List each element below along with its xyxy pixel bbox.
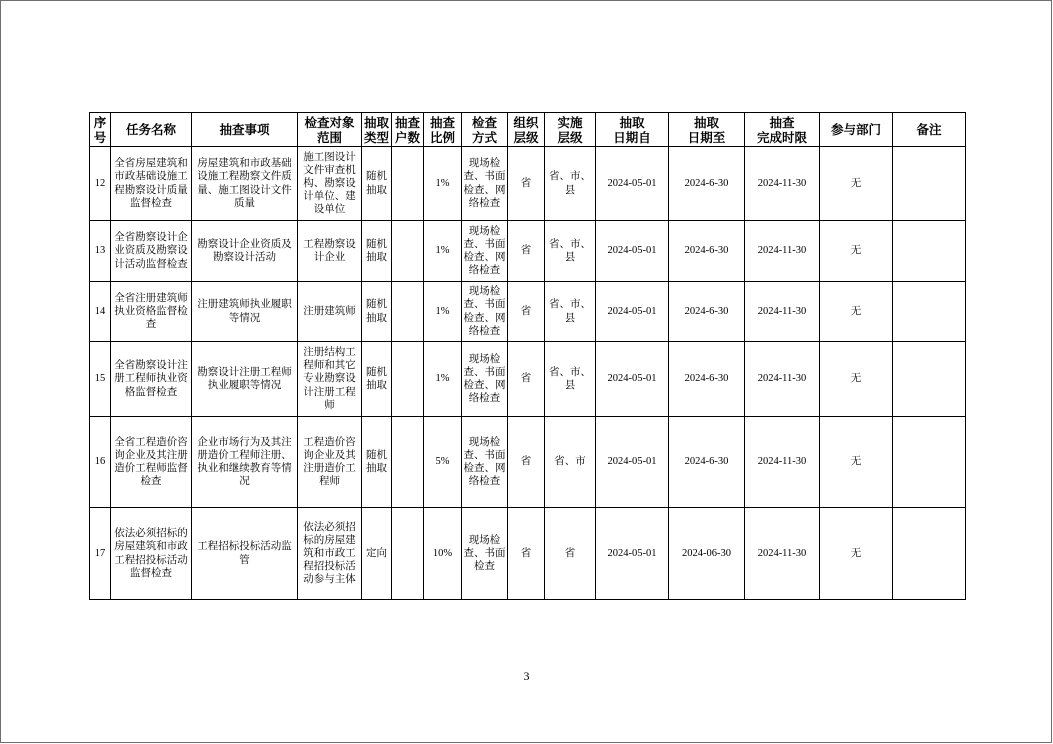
remark bbox=[893, 221, 966, 282]
date-from: 2024-05-01 bbox=[596, 282, 669, 342]
column-header: 抽查 完成时限 bbox=[745, 113, 820, 147]
column-header: 任务名称 bbox=[111, 113, 192, 147]
inspection-matter: 工程招标投标活动监管 bbox=[192, 508, 298, 600]
inspection-ratio: 1% bbox=[424, 147, 462, 221]
column-header: 抽查 比例 bbox=[424, 113, 462, 147]
implementation-level: 省、市、县 bbox=[545, 342, 596, 417]
row-number: 12 bbox=[90, 147, 111, 221]
inspection-table bbox=[89, 112, 966, 600]
column-header: 实施 层级 bbox=[545, 113, 596, 147]
date-to: 2024-6-30 bbox=[669, 221, 745, 282]
implementation-level: 省、市、县 bbox=[545, 147, 596, 221]
inspection-count bbox=[392, 508, 424, 600]
table-row bbox=[90, 221, 966, 282]
task-name: 全省勘察设计企业资质及勘察设计活动监督检查 bbox=[111, 221, 192, 282]
date-to: 2024-6-30 bbox=[669, 342, 745, 417]
date-from: 2024-05-01 bbox=[596, 417, 669, 508]
completion-deadline: 2024-11-30 bbox=[745, 282, 820, 342]
date-from: 2024-05-01 bbox=[596, 221, 669, 282]
inspection-matter: 企业市场行为及其注册造价工程师注册、执业和继续教育等情况 bbox=[192, 417, 298, 508]
organization-level: 省 bbox=[508, 417, 545, 508]
task-name: 全省注册建筑师执业资格监督检查 bbox=[111, 282, 192, 342]
date-to: 2024-06-30 bbox=[669, 508, 745, 600]
inspection-scope: 依法必须招标的房屋建筑和市政工程招投标活动参与主体 bbox=[298, 508, 362, 600]
inspection-ratio: 1% bbox=[424, 282, 462, 342]
task-name: 全省工程造价咨询企业及其注册造价工程师监督检查 bbox=[111, 417, 192, 508]
inspection-count bbox=[392, 342, 424, 417]
inspection-ratio: 1% bbox=[424, 342, 462, 417]
organization-level: 省 bbox=[508, 147, 545, 221]
selection-type: 定向 bbox=[362, 508, 392, 600]
inspection-matter: 勘察设计企业资质及勘察设计活动 bbox=[192, 221, 298, 282]
date-from: 2024-05-01 bbox=[596, 342, 669, 417]
inspection-ratio: 10% bbox=[424, 508, 462, 600]
inspection-method: 现场检查、书面检查、网络检查 bbox=[462, 417, 508, 508]
date-to: 2024-6-30 bbox=[669, 147, 745, 221]
participating-department: 无 bbox=[820, 221, 893, 282]
inspection-count bbox=[392, 221, 424, 282]
implementation-level: 省、市 bbox=[545, 417, 596, 508]
date-from: 2024-05-01 bbox=[596, 147, 669, 221]
inspection-method: 现场检查、书面检查 bbox=[462, 508, 508, 600]
inspection-scope: 注册结构工程师和其它专业勘察设计注册工程师 bbox=[298, 342, 362, 417]
organization-level: 省 bbox=[508, 221, 545, 282]
inspection-scope: 注册建筑师 bbox=[298, 282, 362, 342]
inspection-method: 现场检查、书面检查、网络检查 bbox=[462, 342, 508, 417]
inspection-ratio: 5% bbox=[424, 417, 462, 508]
inspection-ratio: 1% bbox=[424, 221, 462, 282]
participating-department: 无 bbox=[820, 508, 893, 600]
table-row bbox=[90, 282, 966, 342]
selection-type: 随机抽取 bbox=[362, 221, 392, 282]
inspection-matter: 注册建筑师执业履职等情况 bbox=[192, 282, 298, 342]
inspection-scope: 工程造价咨询企业及其注册造价工程师 bbox=[298, 417, 362, 508]
row-number: 16 bbox=[90, 417, 111, 508]
column-header: 组织 层级 bbox=[508, 113, 545, 147]
column-header: 检查对象 范围 bbox=[298, 113, 362, 147]
participating-department: 无 bbox=[820, 282, 893, 342]
remark bbox=[893, 147, 966, 221]
table-header-row bbox=[90, 113, 966, 147]
task-name: 全省勘察设计注册工程师执业资格监督检查 bbox=[111, 342, 192, 417]
inspection-scope: 施工图设计文件审查机构、勘察设计单位、建设单位 bbox=[298, 147, 362, 221]
inspection-method: 现场检查、书面检查、网络检查 bbox=[462, 147, 508, 221]
participating-department: 无 bbox=[820, 147, 893, 221]
column-header: 检查 方式 bbox=[462, 113, 508, 147]
inspection-scope: 工程勘察设计企业 bbox=[298, 221, 362, 282]
selection-type: 随机抽取 bbox=[362, 147, 392, 221]
completion-deadline: 2024-11-30 bbox=[745, 508, 820, 600]
implementation-level: 省、市、县 bbox=[545, 282, 596, 342]
completion-deadline: 2024-11-30 bbox=[745, 342, 820, 417]
page-number: 3 bbox=[523, 669, 530, 683]
selection-type: 随机抽取 bbox=[362, 342, 392, 417]
table-row bbox=[90, 417, 966, 508]
completion-deadline: 2024-11-30 bbox=[745, 147, 820, 221]
organization-level: 省 bbox=[508, 342, 545, 417]
selection-type: 随机抽取 bbox=[362, 282, 392, 342]
remark bbox=[893, 417, 966, 508]
inspection-matter: 勘察设计注册工程师执业履职等情况 bbox=[192, 342, 298, 417]
participating-department: 无 bbox=[820, 417, 893, 508]
date-to: 2024-6-30 bbox=[669, 282, 745, 342]
row-number: 17 bbox=[90, 508, 111, 600]
row-number: 14 bbox=[90, 282, 111, 342]
inspection-method: 现场检查、书面检查、网络检查 bbox=[462, 221, 508, 282]
row-number: 13 bbox=[90, 221, 111, 282]
row-number: 15 bbox=[90, 342, 111, 417]
completion-deadline: 2024-11-30 bbox=[745, 221, 820, 282]
inspection-matter: 房屋建筑和市政基础设施工程勘察文件质量、施工图设计文件质量 bbox=[192, 147, 298, 221]
inspection-count bbox=[392, 282, 424, 342]
column-header: 抽取 日期自 bbox=[596, 113, 669, 147]
completion-deadline: 2024-11-30 bbox=[745, 417, 820, 508]
column-header: 抽取 类型 bbox=[362, 113, 392, 147]
table-row bbox=[90, 508, 966, 600]
selection-type: 随机抽取 bbox=[362, 417, 392, 508]
column-header: 抽查事项 bbox=[192, 113, 298, 147]
remark bbox=[893, 342, 966, 417]
implementation-level: 省 bbox=[545, 508, 596, 600]
inspection-method: 现场检查、书面检查、网络检查 bbox=[462, 282, 508, 342]
column-header: 抽取 日期至 bbox=[669, 113, 745, 147]
table-row bbox=[90, 147, 966, 221]
column-header: 抽查 户数 bbox=[392, 113, 424, 147]
table-row bbox=[90, 342, 966, 417]
inspection-count bbox=[392, 417, 424, 508]
organization-level: 省 bbox=[508, 508, 545, 600]
column-header: 备注 bbox=[893, 113, 966, 147]
date-to: 2024-6-30 bbox=[669, 417, 745, 508]
task-name: 全省房屋建筑和市政基础设施工程勘察设计质量监督检查 bbox=[111, 147, 192, 221]
task-name: 依法必须招标的房屋建筑和市政工程招投标活动监督检查 bbox=[111, 508, 192, 600]
column-header: 序 号 bbox=[90, 113, 111, 147]
inspection-count bbox=[392, 147, 424, 221]
organization-level: 省 bbox=[508, 282, 545, 342]
column-header: 参与部门 bbox=[820, 113, 893, 147]
remark bbox=[893, 508, 966, 600]
remark bbox=[893, 282, 966, 342]
participating-department: 无 bbox=[820, 342, 893, 417]
date-from: 2024-05-01 bbox=[596, 508, 669, 600]
implementation-level: 省、市、县 bbox=[545, 221, 596, 282]
